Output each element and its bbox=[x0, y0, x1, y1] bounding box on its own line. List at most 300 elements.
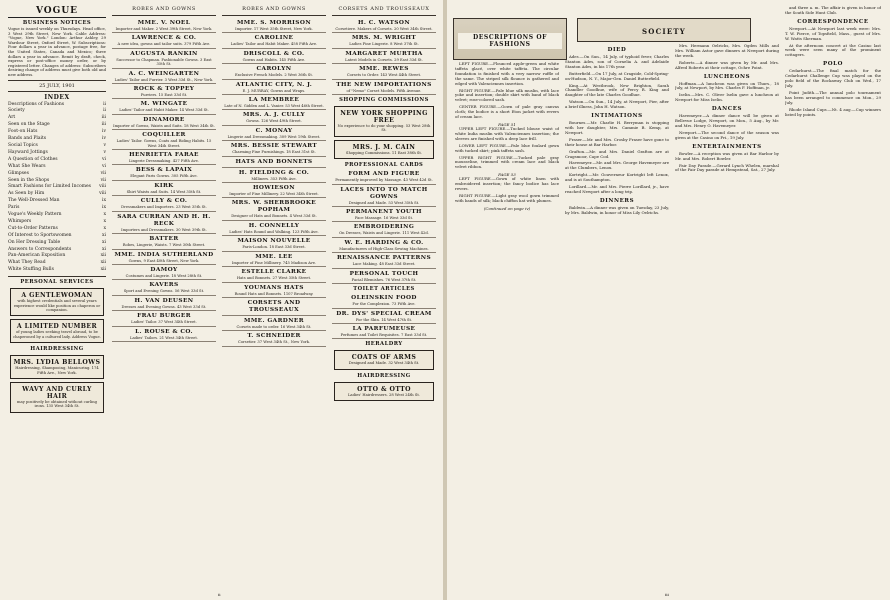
advertisement bbox=[222, 141, 326, 156]
advertisement bbox=[222, 33, 326, 48]
left-col-1 bbox=[8, 6, 106, 598]
index-item-title: Art bbox=[8, 115, 16, 121]
corsets-header: CORSETS AND TROUSSEAUX bbox=[338, 6, 430, 12]
society-entry: Fraser.—Mr. and Mrs. Crosby Fraser have gone to their house at Bar Harbor. bbox=[565, 136, 669, 147]
advertisement-text: Corsets to Order. 143 West 44th Street. bbox=[346, 73, 422, 78]
advertisement bbox=[332, 269, 436, 284]
advertiser-name: AUGUSTA RANKIN bbox=[130, 50, 198, 57]
society-entry: Point Judith.—The annual polo tournament has been arranged to commence on Mon., 29 July. bbox=[785, 89, 881, 105]
society-entry: Newport.—At Newport last week were: Mrs. T. W. Pierce, of Topsfield, Mass., guest of Mrs. W. Watts Sherman. bbox=[785, 25, 881, 41]
society-entry: Rhode Island Cups.—Nt. 4 aug.—Cup winners listed by points. bbox=[785, 106, 881, 117]
advertiser-name: HATS AND BONNETS bbox=[235, 158, 313, 165]
polo-head: POLO bbox=[823, 61, 843, 68]
index-item-page: vi bbox=[102, 163, 106, 169]
advertiser-name: FORM AND FIGURE bbox=[348, 171, 420, 178]
advertisement bbox=[112, 181, 216, 196]
advertisement-text: Ladies' Tailor. 37 West 34th Street. bbox=[131, 320, 197, 325]
advertisement bbox=[334, 382, 434, 401]
advertisement bbox=[222, 64, 326, 79]
descriptions-banner bbox=[453, 18, 567, 60]
index-item-title: Of Interest to Sportswomen bbox=[8, 232, 72, 238]
advertisement bbox=[332, 324, 436, 339]
advertiser-name: T. SCHNEIDER bbox=[247, 333, 301, 340]
advertisement-text: Manufacturers of High-Class Sewing Machines. bbox=[339, 246, 429, 251]
index-item-page: xi bbox=[102, 246, 106, 252]
index-item bbox=[8, 267, 106, 274]
advertiser-name: DINAMORE bbox=[143, 116, 185, 123]
index-item-title: Smart Fashions for Limited Incomes bbox=[8, 184, 91, 190]
advertisement bbox=[112, 18, 216, 33]
advertisement-text: Ladies' Tailor and Furrier. 3 West 33d St., New York. bbox=[114, 77, 214, 82]
advertisement bbox=[332, 253, 436, 268]
advertisement bbox=[222, 298, 326, 316]
index-item bbox=[8, 240, 106, 247]
advertisement-text: of "Nemo" Corset Models. Fifth Avenue. bbox=[346, 88, 422, 93]
society-entry: and three a. m. The affair is given in honor of the South Side Hunt Club. bbox=[785, 6, 881, 15]
advertiser-name: OLEINSKIN FOOD bbox=[351, 295, 417, 302]
advertiser-name: H. FIELDING & CO. bbox=[238, 169, 310, 176]
index-item-page: ii bbox=[103, 101, 106, 107]
advertiser-name: LAWRENCE & CO. bbox=[131, 35, 197, 42]
index-item-title: Seen in the Shops bbox=[8, 177, 50, 183]
advertisement bbox=[112, 150, 216, 165]
index-item bbox=[8, 108, 106, 115]
advertiser-name: OTTO & OTTO bbox=[357, 385, 411, 393]
advertisement bbox=[222, 221, 326, 236]
advertisement-text: Shirt Waists and Suits. 14 West 35th St. bbox=[126, 189, 202, 194]
index-item-title: Vogue's Weekly Pattern bbox=[8, 212, 62, 218]
society-entry: RIGHT FIGURE.—Pale blue silk muslin, with lace yoke and insertion; double skirt with band of black velvet; rose-colored sash. bbox=[455, 87, 559, 103]
advertiser-name: PERMANENT YOUTH bbox=[346, 209, 422, 216]
society-entry: UPPER LEFT FIGURE.—Tucked blouse waist of white India muslin with Valenciennes insertion; the sleeves are finished with a deep lace frill. bbox=[455, 125, 559, 141]
advertiser-name: MAISON NOUVELLE bbox=[237, 238, 311, 245]
advertisement bbox=[222, 236, 326, 251]
index-title: INDEX bbox=[44, 93, 70, 101]
society-entry: Havemeyer.—Mr. and Mrs. George Havemeyer are at the Clumbers, Lenox. bbox=[565, 160, 669, 171]
advertisement bbox=[112, 234, 216, 249]
advertisement-text: Perfumes and Toilet Requisites. 7 East 33d St. bbox=[340, 332, 428, 337]
index-item-title: On Her Dressing Table bbox=[8, 239, 61, 245]
advertisement bbox=[222, 95, 326, 110]
index-item-title: Glimpses bbox=[8, 170, 29, 176]
advertisement-text: Importer of Gowns, Waists and Suits. 18 West 34th St. bbox=[113, 123, 215, 128]
advertisement-text: Dresses and Evening Gowns. 43 West 33d St. bbox=[121, 304, 207, 309]
advertisement-text: Exclusive French Models. 2 West 36th St. bbox=[235, 73, 313, 78]
index-item-page: v bbox=[103, 149, 106, 155]
hairdress-head: HAIRDRESSING bbox=[357, 372, 411, 379]
advertisement-text: of young ladies seeking travel abroad, to be chaperoned by a cultured lady. Address Vogue. bbox=[13, 330, 101, 339]
descriptions-banner-text: DESCRIPTIONS OF FASHIONS bbox=[458, 33, 562, 49]
advertisement bbox=[334, 350, 434, 369]
advertiser-name: RENAISSANCE PATTERNS bbox=[336, 255, 432, 262]
advertiser-name: C. MONAY bbox=[255, 127, 293, 134]
advertisement-text: Designed and Made. 32 West 34th St. bbox=[348, 361, 420, 366]
page-number-right: iii bbox=[665, 592, 669, 597]
index-item-title: White Stuffing Bulls bbox=[8, 267, 54, 273]
advertisement-text: with highest credentials and several years experience would like position as chaperon or companion. bbox=[13, 299, 101, 312]
advertisement bbox=[10, 288, 104, 316]
advertisement-text: Lingerie Dressmaking. 427 Fifth Ave. bbox=[128, 159, 199, 164]
hats-bonnets-ads bbox=[222, 18, 326, 347]
page-number-left: ii bbox=[218, 592, 221, 597]
index-item-page: xi bbox=[102, 239, 106, 245]
society-entry: Mrs. Hermann Oelrichs, Mrs. Ogden Mills and Mrs. William Astor gave dinners at Newport during the week. bbox=[675, 44, 779, 58]
advertisement-text: Costumes and Lingerie. 18 West 28th St. bbox=[125, 273, 203, 278]
luncheons-head: LUNCHEONS bbox=[703, 73, 751, 80]
advertisement-text: Dressmakers and Importers. 23 West 35th St. bbox=[121, 205, 207, 210]
advertisement-text: Ladies Fine Lingerie. 8 West 37th St. bbox=[349, 42, 419, 47]
advertisement bbox=[10, 355, 104, 379]
entertainments-head: ENTERTAINMENTS bbox=[692, 143, 762, 150]
index-item-page: iii bbox=[101, 122, 106, 128]
advertisement bbox=[112, 196, 216, 211]
personal-services-title: PERSONAL SERVICES bbox=[20, 279, 94, 286]
advertiser-name: A. C. WEINGARTEN bbox=[128, 70, 200, 77]
advertiser-name: MME. REWES bbox=[359, 66, 409, 73]
index-item bbox=[8, 157, 106, 164]
advertisement-text: Latest Models in Corsets. 29 East 33d St. bbox=[345, 57, 423, 62]
advertisement bbox=[222, 80, 326, 95]
index-item-title: What She Wears bbox=[8, 163, 46, 169]
correspondence-entries bbox=[785, 27, 881, 58]
correspondence-head: CORRESPONDENCE bbox=[797, 18, 869, 25]
advertiser-name: DR. DYS' SPECIAL CREAM bbox=[336, 310, 432, 317]
advertiser-name: EMBROIDERING bbox=[353, 224, 415, 231]
advertisement-text: A new idea, gowns and tailor suits. 379 Fifth Ave. bbox=[117, 42, 211, 47]
page-ref-53: PAGE 53 bbox=[498, 172, 516, 178]
advertisement bbox=[222, 267, 326, 282]
advertisement bbox=[332, 309, 436, 324]
index-item-page: viii bbox=[99, 191, 106, 197]
advertisement-text: Lingerie and Dressmaking. 309 West 19th Street. bbox=[227, 134, 321, 139]
advertiser-name: H. VAN DEUSEN bbox=[134, 297, 194, 304]
index-item-page: xii bbox=[100, 267, 106, 273]
advertiser-name: MRS. BESSIE STEWART bbox=[230, 143, 318, 150]
advertiser-name: MME. LEE bbox=[255, 253, 293, 260]
advertiser-name: ROCK & TOPPEY bbox=[133, 86, 195, 93]
professional-ads bbox=[332, 169, 436, 284]
advertiser-name: WAVY AND CURLY HAIR bbox=[22, 386, 92, 401]
society-entry: At the afternoon concert at the Casino last week were seen many of the prominent cottagers. bbox=[785, 42, 881, 58]
index-item-page: x bbox=[103, 218, 106, 224]
society-entry: LEFT FIGURE.—Flounced apple-green and white taffeta glacé, over white taffeta. The circular foundation is finished with a very narrow ruffle of the same. The striped silk flounce is gathered and edged with Valenciennes insertion. bbox=[455, 62, 559, 86]
society-entry: Lorillard.—Mr. and Mrs. Pierre Lorillard, jr., have reached Newport after a long trip. bbox=[565, 184, 669, 194]
advertiser-name: HENRIETTA FARAE bbox=[129, 152, 199, 159]
index-item-page: xii bbox=[100, 260, 106, 266]
fashion-descriptions-1 bbox=[455, 62, 559, 120]
advertisement bbox=[222, 49, 326, 64]
issue-date: 25 JULY, 1901 bbox=[39, 82, 75, 89]
advertisement bbox=[222, 183, 326, 198]
advertisement bbox=[112, 212, 216, 234]
advertisement bbox=[222, 126, 326, 141]
advertiser-name: HOWIESON bbox=[253, 185, 295, 192]
fashion-descriptions-3 bbox=[455, 177, 559, 204]
advertiser-name: MRS. M. WRIGHT bbox=[351, 35, 417, 42]
advertiser-name: CAROLINE bbox=[254, 35, 294, 42]
right-col-a bbox=[455, 62, 559, 598]
advertiser-name: FRAU BURGER bbox=[137, 313, 191, 320]
advertisement bbox=[332, 293, 436, 308]
advertisement bbox=[332, 80, 436, 95]
index-item-page: vii bbox=[100, 177, 106, 183]
index-item-page: ix bbox=[102, 205, 106, 211]
advertisement-text: Importer of Fine Millinery. 745 Madison Ave. bbox=[231, 260, 317, 265]
advertisement-text: Furriers. 15 East 33d St. bbox=[140, 93, 188, 98]
index-item-title: Seen on the Stage bbox=[8, 122, 50, 128]
right-col-c bbox=[675, 44, 779, 598]
index-item bbox=[8, 150, 106, 157]
society-header-text: SOCIETY bbox=[642, 27, 686, 36]
advertisement-text: Designed and Made. 53 West 35th St. bbox=[348, 200, 420, 205]
advertisement-text: Lace Making. 48 East 33d Street. bbox=[352, 262, 416, 267]
advertisement-text: Importers and Dressmakers. 30 West 39th St. bbox=[121, 227, 207, 232]
society-entry: Butterfield.—On 17 July, at Cragside, Cold-Spring-on-Hudson, N. Y., Major-Gen. Daniel Butterfield. bbox=[565, 70, 669, 81]
index-item-title: Cut-to-Order Patterns bbox=[8, 225, 58, 231]
advertiser-name: MME. GARDNER bbox=[244, 317, 304, 324]
index-item-title: Hayward Jottings bbox=[8, 149, 48, 155]
vogue-logo: VOGUE bbox=[8, 6, 106, 18]
advertiser-name: LA PARFUMEUSE bbox=[352, 325, 416, 332]
advertisement bbox=[222, 168, 326, 183]
index-item-title: Descriptions of Fashions bbox=[8, 101, 65, 107]
advertisement-text: Facial Blemishes. 76 West 37th St. bbox=[351, 277, 417, 282]
advertisement bbox=[112, 165, 216, 180]
advertisement-text: Importer. 17 West 35th Street, New York. bbox=[235, 27, 313, 31]
advertiser-name: KAVERS bbox=[149, 282, 179, 289]
advertisement bbox=[112, 99, 216, 114]
dances-head: DANCES bbox=[711, 106, 743, 113]
advertisement bbox=[332, 18, 436, 33]
advertisement-text: Permanently improved by Massage. 43 West 42d St. bbox=[335, 178, 433, 183]
dinners-head: DINNERS bbox=[599, 197, 635, 204]
index-item-title: As Seen by Him bbox=[8, 191, 45, 197]
advertiser-name: DAMOY bbox=[150, 266, 178, 273]
index-item bbox=[8, 226, 106, 233]
advertisement bbox=[222, 331, 326, 346]
advertisement-text: On Dresses, Waists and Lingerie. 111 West 42d. bbox=[339, 231, 429, 236]
advertisement bbox=[332, 207, 436, 222]
society-entry: Kortright.—Mr. Gouverneur Kortright left Lenox, and is at Southampton. bbox=[565, 172, 669, 183]
advertisement bbox=[332, 49, 436, 64]
hairdress-ads bbox=[332, 382, 436, 401]
advertisement-text: Charming Fine Furnishings. 18 East 31st St. bbox=[232, 150, 316, 155]
advertisement bbox=[332, 185, 436, 207]
index-item-page: vi bbox=[102, 156, 106, 162]
society-entry: Cedarhurst.—The final match for the Cedarhurst Challenge Cup was played on the polo field of the Rockaway Club on Wed., 17 July. bbox=[785, 68, 881, 88]
advertisement-text: Importer of Fine Millinery. 22 West 34th Street. bbox=[229, 192, 319, 197]
advertisement bbox=[112, 327, 216, 342]
advertisement bbox=[222, 316, 326, 331]
index-item-title: Foot-on Hats bbox=[8, 129, 38, 135]
shopping-head: SHOPPING COMMISSIONS bbox=[339, 97, 429, 104]
advertisement bbox=[332, 222, 436, 237]
advertisement bbox=[112, 311, 216, 326]
index-item-page: xi bbox=[102, 232, 106, 238]
hairdressing-title: HAIRDRESSING bbox=[30, 346, 84, 353]
advertisement-text: Face Massage. 16 West 33d St. bbox=[354, 216, 414, 221]
index-item-page: iv bbox=[102, 129, 106, 135]
society-entry: Roberts.—A dinner was given by Mr. and Mrs. Alfred Roberts at their cottage, Ochre Point. bbox=[675, 59, 779, 70]
advertiser-name: KIRK bbox=[154, 182, 174, 189]
society-entry: Bournes.—Mr. Charlie H. Berryman is stopping with her daughter, Mrs. Cammie B. Kemp, at Newport. bbox=[565, 120, 669, 135]
index-item bbox=[8, 233, 106, 240]
advertisement bbox=[222, 283, 326, 298]
right-col-d bbox=[785, 6, 881, 598]
index-item-title: Whimpers bbox=[8, 218, 32, 224]
advertiser-name: ESTELLE CLARKE bbox=[241, 269, 307, 276]
advertisement-text: Corsetier. 37 West 34th St., New York. bbox=[238, 340, 310, 345]
society-entry: RIGHT FIGURE.—Light gray wool gown trimmed with bands of silk; black chiffon hat with plumes. bbox=[455, 192, 559, 203]
index-item-page: vii bbox=[100, 170, 106, 176]
advertiser-name: MARGARET MURTHA bbox=[345, 50, 423, 57]
page-ref-51: PAGE 51 bbox=[498, 121, 516, 127]
advertisement bbox=[10, 382, 104, 413]
advertisement-text: Ladies' Hairdressers. 28 West 24th St. bbox=[347, 392, 421, 397]
index-item-title: Pan-American Exposition bbox=[8, 253, 66, 259]
index-item-page: x bbox=[103, 225, 106, 231]
advertiser-name: MRS. LYDIA BELLOWS bbox=[13, 359, 101, 367]
robes-gowns-ads bbox=[112, 18, 216, 342]
index-item bbox=[8, 164, 106, 171]
index-item bbox=[8, 198, 106, 205]
advertiser-name: L. ROUSE & CO. bbox=[135, 328, 193, 335]
advertiser-name: LACES INTO TO MATCH GOWNS bbox=[340, 186, 428, 200]
dinner-entries bbox=[565, 206, 669, 216]
left-col-4 bbox=[332, 6, 436, 598]
advertisement bbox=[334, 106, 434, 137]
advertisement-text: Corsets made to order. 16 West 34th St. bbox=[236, 324, 312, 329]
society-entry: LOWER LEFT FIGURE.—Pale blue foulard gown with tucked skirt; pink taffeta sash. bbox=[455, 142, 559, 153]
toilet-ads bbox=[332, 293, 436, 339]
index-item bbox=[8, 205, 106, 212]
advertisement-text: Ladies' Tailor and Habit Maker. 14 West 33d St. bbox=[119, 108, 209, 113]
advertisement-text: Gowns. 126 West 49th Street. bbox=[246, 119, 302, 124]
advertisement bbox=[222, 18, 326, 33]
advertisement bbox=[112, 280, 216, 295]
society-entry: Ades.—On Sun., 14 July, of typhoid fever, Charles Stanton Ades, son of Cornelia A. and Adelaide Stanton Ades, in his 17th year. bbox=[565, 54, 669, 69]
advertisement bbox=[222, 110, 326, 125]
advertiser-name: CORSETS AND TROUSSEAUX bbox=[247, 299, 301, 313]
advertisement bbox=[332, 64, 436, 79]
hair-ads bbox=[8, 355, 106, 413]
advertiser-name: MRS. A. J. CULLY bbox=[242, 112, 306, 119]
advertisement-text: Corsetiere. Makers of Corsets. 20 West 34th Street. bbox=[335, 27, 433, 31]
advertiser-name: MME. V. NOEL bbox=[137, 20, 191, 26]
index-item-title: Social Topics bbox=[8, 142, 38, 148]
continued-note: (Continued on page iv) bbox=[483, 205, 531, 211]
advertiser-name: YOUMANS HATS bbox=[244, 284, 304, 291]
advertiser-name: CULLY & CO. bbox=[140, 198, 188, 205]
advertisement-text: Hairdressing, Shampooing, Manicuring. 174 Fifth Ave., New York. bbox=[15, 366, 99, 375]
society-entry: Havemeyer.—A dinner dance will be given at Bellevue Lodge, Newport, on Mon., 5 Aug., by Mr. and Mrs. Henry O. Havemeyer. bbox=[675, 113, 779, 128]
advertisement-text: For the Skin. 14 West 47th St. bbox=[355, 317, 413, 322]
society-entry: Bowler.—A reception was given at Bar Harbor by Mr. and Mrs. Robert Bowler. bbox=[675, 150, 779, 161]
index-item-title: A Question of Clothes bbox=[8, 156, 58, 162]
index-item-page: iv bbox=[102, 136, 106, 142]
advertisement-text: Gowns and Habits. 145 Fifth Ave. bbox=[242, 57, 306, 62]
society-header bbox=[577, 18, 751, 42]
advertiser-name: COQUILLER bbox=[142, 132, 186, 139]
society-entry: LEFT FIGURE.—Gown of white linen with embroidered insertion; the fancy bodice has lace revers. bbox=[455, 176, 559, 192]
shopping-ads bbox=[332, 106, 436, 159]
advertiser-name: A GENTLEWOMAN bbox=[21, 292, 93, 300]
index-item-title: Answers to Correspondents bbox=[8, 246, 72, 252]
advertisement bbox=[332, 33, 436, 48]
society-entry: Grafton.—Mr. and Mrs. Daniel Grafton are at Cragsmoor, Cape Cod. bbox=[565, 148, 669, 159]
advertisement-text: Paris-London. 18 East 33d Street. bbox=[242, 245, 306, 250]
luncheon-entries bbox=[675, 82, 779, 104]
advertisement bbox=[112, 84, 216, 99]
advertisement-text: No experience to do your shopping. 53 West 28th St. bbox=[337, 124, 431, 133]
heraldry-ads bbox=[332, 350, 436, 369]
advertiser-name: BESS & LAPAIX bbox=[135, 167, 193, 174]
toilet-head: TOILET ARTICLES bbox=[353, 286, 415, 293]
index-item-page: ii bbox=[103, 108, 106, 114]
advertisement-text: Designer of Hats and Bonnets. 4 West 33d St. bbox=[231, 214, 317, 219]
index-item bbox=[8, 171, 106, 178]
entertainment-entries bbox=[675, 152, 779, 174]
advertisement-text: Ladies' Tailor. Gowns, Coats and Riding Habits. 15 West 34th Street. bbox=[116, 139, 212, 148]
advertisement bbox=[112, 250, 216, 265]
polo-entries bbox=[785, 69, 881, 117]
index-item-page: x bbox=[103, 212, 106, 218]
advertiser-name: H. C. WATSON bbox=[357, 20, 411, 26]
advertiser-name: NEW YORK SHOPPING FREE bbox=[340, 110, 428, 125]
advertisement bbox=[112, 49, 216, 69]
intimations-head: INTIMATIONS bbox=[591, 113, 643, 120]
advertisement bbox=[112, 265, 216, 280]
fashion-descriptions-2 bbox=[455, 127, 559, 170]
index-item-title: Society bbox=[8, 108, 25, 114]
advertiser-name: CAROLYN bbox=[256, 66, 292, 73]
advertisement-text: Sport and Evening Gowns. 56 West 33d St. bbox=[123, 289, 205, 294]
robes-gowns-header: ROBES AND GOWNS bbox=[132, 6, 196, 12]
advertiser-name: M. WINGATE bbox=[140, 101, 188, 108]
advertisement bbox=[10, 319, 104, 343]
advertiser-name: LA MEMBREE bbox=[248, 97, 300, 104]
advertisement bbox=[332, 169, 436, 184]
personal-ads bbox=[8, 288, 106, 343]
advertisement bbox=[332, 238, 436, 253]
index-item bbox=[8, 143, 106, 150]
right-col-b bbox=[565, 44, 669, 598]
advertisement bbox=[112, 115, 216, 130]
society-entry: Hoffman.—A luncheon was given on Thurs., 18 July, at Newport, by Mrs. Charles F. Hoffman, jr. bbox=[675, 80, 779, 91]
advertisement bbox=[334, 140, 434, 159]
advertiser-name: ATLANTIC CITY, N. J. bbox=[235, 81, 313, 88]
society-entries bbox=[675, 44, 779, 71]
index-item-page: v bbox=[103, 142, 106, 148]
intimation-entries bbox=[565, 121, 669, 195]
corsets-ads bbox=[332, 18, 436, 95]
index-item bbox=[8, 136, 106, 143]
advertisement-text: Ladies' Tailor and Habit Maker. 458 Fifth Ave. bbox=[230, 42, 318, 47]
advertiser-name: H. CONNELLY bbox=[248, 222, 300, 229]
advertisement bbox=[222, 198, 326, 220]
advertisement bbox=[222, 157, 326, 168]
advertisement bbox=[222, 252, 326, 267]
advertisement bbox=[112, 296, 216, 311]
advertisement-text: Milliners. 353 Fifth Ave. bbox=[251, 176, 297, 181]
advertisement-text: Round Hats and Bonnets. 1107 Broadway. bbox=[234, 291, 314, 296]
advertisement bbox=[112, 33, 216, 48]
society-entry: CENTER FIGURE.—Gown of pale gray canvas cloth; the bodice is a short Eton jacket with revers of cream lace. bbox=[455, 104, 559, 120]
society-entry: King.—At Westbrook, New Brighton, Sarah Chandler Goodhue, wife of Percy R. King and daughter of the late Charles Goodhue. bbox=[565, 82, 669, 98]
advertisement-text: Robes, Lingerie, Waists. 7 West 30th Street. bbox=[122, 243, 206, 248]
advertisement bbox=[112, 69, 216, 84]
died-head: DIED bbox=[607, 47, 627, 53]
